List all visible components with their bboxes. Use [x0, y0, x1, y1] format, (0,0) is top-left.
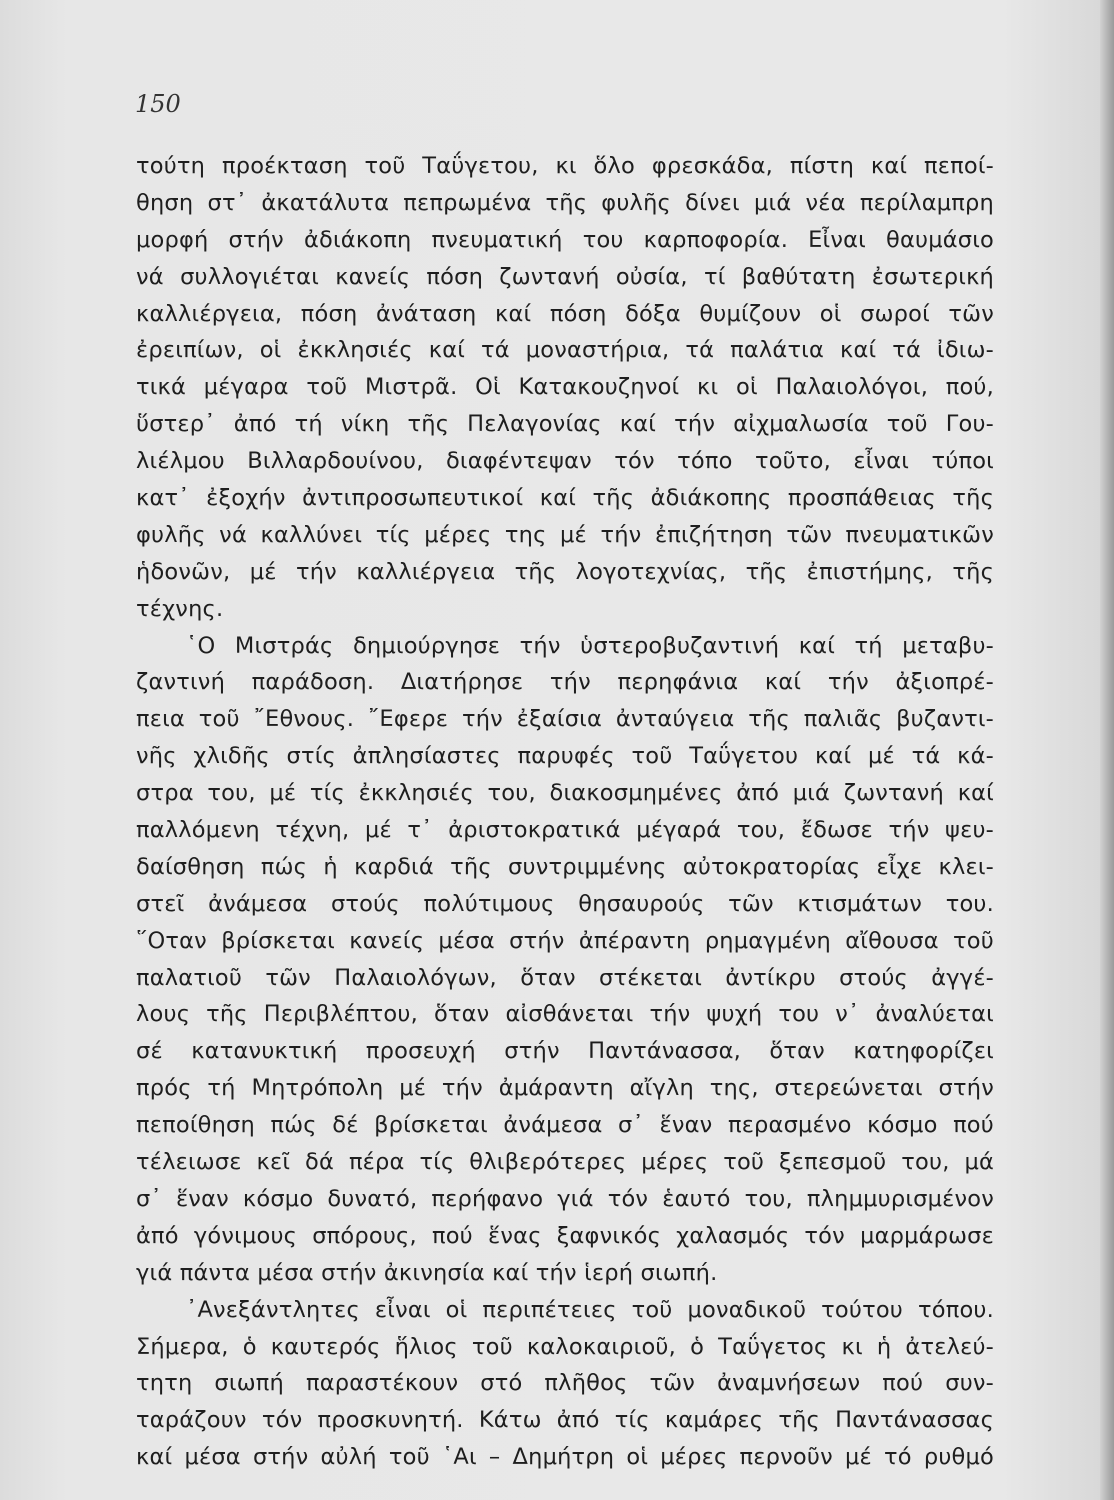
body-text	[136, 148, 994, 1476]
text-line: τικά μέγαρα τοῦ Μιστρᾶ. Οἱ Κατακουζηνοί κι οἱ Παλαιολόγοι, πού,	[136, 374, 994, 401]
text-line: ᾿Ανεξάντλητες εἶναι οἱ περιπέτειες τοῦ μοναδικοῦ τούτου τόπου.	[186, 1296, 994, 1323]
text-line: γιά πάντα μέσα στήν ἀκινησία καί τήν ἱερή σιωπή.	[136, 1259, 718, 1286]
text-line: πεια τοῦ ῎Εθνους. ῎Εφερε τήν ἐξαίσια ἀνταύγεια τῆς παλιᾶς βυζαντι-	[136, 706, 994, 733]
text-line: πεποίθηση πώς δέ βρίσκεται ἀνάμεσα σ᾿ ἕναν περασμένο κόσμο πού	[136, 1112, 994, 1139]
text-line: στεῖ ἀνάμεσα στούς πολύτιμους θησαυρούς τῶν κτισμάτων του.	[136, 890, 994, 917]
text-line: καλλιέργεια, πόση ἀνάταση καί πόση δόξα θυμίζουν οἱ σωροί τῶν	[136, 300, 994, 327]
text-line: ἀπό γόνιμους σπόρους, πού ἕνας ξαφνικός χαλασμός τόν μαρμάρωσε	[136, 1222, 994, 1249]
text-line: τούτη προέκταση τοῦ Ταΰγετου, κι ὅλο φρεσκάδα, πίστη καί πεποί-	[136, 153, 994, 179]
text-line: στρα του, μέ τίς ἐκκλησιές του, διακοσμημένες ἀπό μιά ζωντανή καί	[136, 780, 994, 807]
text-line: δαίσθηση πώς ἡ καρδιά τῆς συντριμμένης αὐτοκρατορίας εἶχε κλει-	[136, 853, 994, 880]
text-line: ταράζουν τόν προσκυνητή. Κάτω ἀπό τίς καμάρες τῆς Παντάνασσας	[136, 1407, 994, 1434]
text-line: παλλόμενη τέχνη, μέ τ᾿ ἀριστοκρατικά μέγαρά του, ἔδωσε τήν ψευ-	[136, 817, 994, 844]
text-line: σέ κατανυκτική προσευχή στήν Παντάνασσα, ὅταν κατηφορίζει	[136, 1038, 994, 1065]
text-line: τέχνης.	[136, 595, 224, 622]
page-edge-shadow	[1100, 0, 1114, 1500]
text-line: καί μέσα στήν αὐλή τοῦ ῾Αι – Δημήτρη οἱ μέρες περνοῦν μέ τό ρυθμό	[136, 1444, 994, 1471]
page-number: 150	[135, 90, 181, 118]
text-line: λιέλμου Βιλλαρδουίνου, διαφέντεψαν τόν τόπο τοῦτο, εἶναι τύποι	[136, 448, 994, 475]
text-line: κατ᾿ ἐξοχήν ἀντιπροσωπευτικοί καί τῆς ἀδιάκοπης προσπάθειας τῆς	[136, 485, 994, 512]
text-line: τέλειωσε κεῖ δά πέρα τίς θλιβερότερες μέρες τοῦ ξεπεσμοῦ του, μά	[136, 1149, 994, 1176]
text-line: νῆς χλιδῆς στίς ἀπλησίαστες παρυφές τοῦ Ταΰγετου καί μέ τά κά-	[136, 743, 994, 770]
text-line: Σήμερα, ὁ καυτερός ἥλιος τοῦ καλοκαιριοῦ, ὁ Ταΰγετος κι ἡ ἀτελεύ-	[136, 1333, 994, 1360]
text-line: ῞Οταν βρίσκεται κανείς μέσα στήν ἀπέραντη ρημαγμένη αἴθουσα τοῦ	[136, 927, 994, 954]
text-line: ἐρειπίων, οἱ ἐκκλησιές καί τά μοναστήρια, τά παλάτια καί τά ἰδιω-	[136, 337, 994, 364]
text-line: μορφή στήν ἀδιάκοπη πνευματική του καρποφορία. Εἶναι θαυμάσιο	[136, 226, 994, 253]
text-line: τητη σιωπή παραστέκουν στό πλῆθος τῶν ἀναμνήσεων πού συν-	[136, 1370, 994, 1397]
text-line: θηση στ᾿ ἀκατάλυτα πεπρωμένα τῆς φυλῆς δίνει μιά νέα περίλαμπρη	[136, 189, 994, 216]
text-line: ζαντινή παράδοση. Διατήρησε τήν περηφάνια καί τήν ἀξιοπρέ-	[136, 669, 994, 696]
text-line: φυλῆς νά καλλύνει τίς μέρες της μέ τήν ἐπιζήτηση τῶν πνευματικῶν	[136, 521, 994, 548]
text-line: πρός τή Μητρόπολη μέ τήν ἀμάραντη αἴγλη της, στερεώνεται στήν	[136, 1075, 994, 1102]
text-line: σ᾿ ἕναν κόσμο δυνατό, περήφανο γιά τόν ἑαυτό του, πλημμυρισμένον	[136, 1185, 994, 1212]
text-line: ἡδονῶν, μέ τήν καλλιέργεια τῆς λογοτεχνίας, τῆς ἐπιστήμης, τῆς	[136, 558, 994, 585]
text-line: ῾Ο Μιστράς δημιούργησε τήν ὑστεροβυζαντινή καί τή μεταβυ-	[186, 632, 994, 659]
text-line: ὕστερ᾿ ἀπό τή νίκη τῆς Πελαγονίας καί τήν αἰχμαλωσία τοῦ Γου-	[136, 411, 994, 438]
text-line: παλατιοῦ τῶν Παλαιολόγων, ὅταν στέκεται ἀντίκρυ στούς ἀγγέ-	[136, 964, 994, 991]
text-line: λους τῆς Περιβλέπτου, ὅταν αἰσθάνεται τήν ψυχή του ν᾿ ἀναλύεται	[136, 1001, 994, 1028]
text-line: νά συλλογιέται κανείς πόση ζωντανή οὐσία, τί βαθύτατη ἐσωτερική	[136, 263, 994, 290]
